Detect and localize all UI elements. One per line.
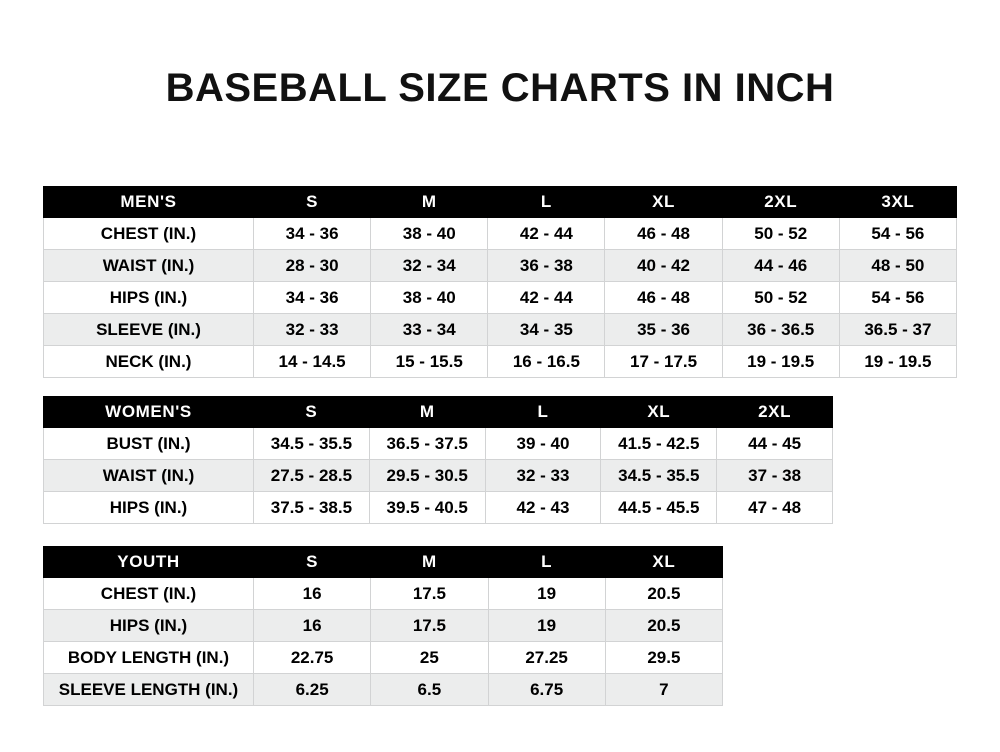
table-cell: 34.5 - 35.5 xyxy=(601,460,717,492)
table-cell: 34 - 35 xyxy=(488,314,605,346)
row-label: NECK (IN.) xyxy=(44,346,254,378)
table-cell: 36 - 38 xyxy=(488,250,605,282)
column-header: M xyxy=(371,187,488,218)
table-cell: 35 - 36 xyxy=(605,314,722,346)
column-header: XL xyxy=(605,547,722,578)
table-cell: 17.5 xyxy=(371,610,488,642)
table-cell: 6.75 xyxy=(488,674,605,706)
table-cell: 29.5 - 30.5 xyxy=(369,460,485,492)
table-cell: 28 - 30 xyxy=(254,250,371,282)
table-row xyxy=(44,428,833,460)
row-label: WAIST (IN.) xyxy=(44,250,254,282)
column-header: L xyxy=(488,187,605,218)
table-cell: 33 - 34 xyxy=(371,314,488,346)
table-cell: 36.5 - 37.5 xyxy=(369,428,485,460)
row-label: SLEEVE (IN.) xyxy=(44,314,254,346)
column-header: M xyxy=(369,397,485,428)
table-cell: 20.5 xyxy=(605,610,722,642)
table-row xyxy=(44,460,833,492)
table-row xyxy=(44,250,957,282)
table-cell: 6.25 xyxy=(254,674,371,706)
table-cell: 54 - 56 xyxy=(839,282,956,314)
row-label: CHEST (IN.) xyxy=(44,218,254,250)
table-row xyxy=(44,492,833,524)
table-cell: 7 xyxy=(605,674,722,706)
table-cell: 32 - 34 xyxy=(371,250,488,282)
table-cell: 19 - 19.5 xyxy=(722,346,839,378)
table-cell: 44 - 46 xyxy=(722,250,839,282)
column-header: MEN'S xyxy=(44,187,254,218)
table-cell: 27.25 xyxy=(488,642,605,674)
row-label: SLEEVE LENGTH (IN.) xyxy=(44,674,254,706)
table-row xyxy=(44,218,957,250)
table-cell: 6.5 xyxy=(371,674,488,706)
table-cell: 15 - 15.5 xyxy=(371,346,488,378)
column-header: XL xyxy=(601,397,717,428)
table-cell: 46 - 48 xyxy=(605,218,722,250)
table-cell: 50 - 52 xyxy=(722,282,839,314)
table-cell: 44.5 - 45.5 xyxy=(601,492,717,524)
column-header: 3XL xyxy=(839,187,956,218)
table-cell: 54 - 56 xyxy=(839,218,956,250)
table-row xyxy=(44,578,723,610)
table-cell: 14 - 14.5 xyxy=(254,346,371,378)
table-cell: 19 xyxy=(488,610,605,642)
table-row xyxy=(44,610,723,642)
table-cell: 16 xyxy=(254,610,371,642)
table-cell: 25 xyxy=(371,642,488,674)
table-row xyxy=(44,282,957,314)
womens-size-chart xyxy=(43,396,833,524)
column-header: 2XL xyxy=(717,397,833,428)
table-header-row xyxy=(44,547,723,578)
row-label: CHEST (IN.) xyxy=(44,578,254,610)
column-header: WOMEN'S xyxy=(44,397,254,428)
table-cell: 46 - 48 xyxy=(605,282,722,314)
table-cell: 16 xyxy=(254,578,371,610)
table-cell: 38 - 40 xyxy=(371,282,488,314)
table-cell: 19 xyxy=(488,578,605,610)
table-cell: 50 - 52 xyxy=(722,218,839,250)
table-cell: 36 - 36.5 xyxy=(722,314,839,346)
table-cell: 37.5 - 38.5 xyxy=(254,492,370,524)
table-header-row xyxy=(44,187,957,218)
column-header: M xyxy=(371,547,488,578)
column-header: S xyxy=(254,547,371,578)
row-label: HIPS (IN.) xyxy=(44,282,254,314)
table-cell: 29.5 xyxy=(605,642,722,674)
table-row xyxy=(44,674,723,706)
column-header: S xyxy=(254,397,370,428)
table-cell: 39.5 - 40.5 xyxy=(369,492,485,524)
table-cell: 41.5 - 42.5 xyxy=(601,428,717,460)
youth-size-chart xyxy=(43,546,723,706)
column-header: 2XL xyxy=(722,187,839,218)
page-title: BASEBALL SIZE CHARTS IN INCH xyxy=(165,66,835,110)
table-cell: 17.5 xyxy=(371,578,488,610)
column-header: S xyxy=(254,187,371,218)
table-cell: 27.5 - 28.5 xyxy=(254,460,370,492)
table-cell: 34.5 - 35.5 xyxy=(254,428,370,460)
table-cell: 32 - 33 xyxy=(254,314,371,346)
table-cell: 39 - 40 xyxy=(485,428,601,460)
table-cell: 44 - 45 xyxy=(717,428,833,460)
table-cell: 36.5 - 37 xyxy=(839,314,956,346)
row-label: BODY LENGTH (IN.) xyxy=(44,642,254,674)
table-cell: 17 - 17.5 xyxy=(605,346,722,378)
row-label: BUST (IN.) xyxy=(44,428,254,460)
column-header: YOUTH xyxy=(44,547,254,578)
table-cell: 16 - 16.5 xyxy=(488,346,605,378)
table-cell: 34 - 36 xyxy=(254,282,371,314)
table-cell: 47 - 48 xyxy=(717,492,833,524)
table-header-row xyxy=(44,397,833,428)
table-cell: 38 - 40 xyxy=(371,218,488,250)
mens-size-chart xyxy=(43,186,957,378)
table-cell: 19 - 19.5 xyxy=(839,346,956,378)
table-row xyxy=(44,642,723,674)
column-header: L xyxy=(488,547,605,578)
table-cell: 42 - 44 xyxy=(488,218,605,250)
column-header: L xyxy=(485,397,601,428)
table-cell: 20.5 xyxy=(605,578,722,610)
row-label: WAIST (IN.) xyxy=(44,460,254,492)
table-row xyxy=(44,346,957,378)
table-cell: 22.75 xyxy=(254,642,371,674)
table-cell: 37 - 38 xyxy=(717,460,833,492)
table-cell: 34 - 36 xyxy=(254,218,371,250)
table-cell: 42 - 43 xyxy=(485,492,601,524)
table-cell: 32 - 33 xyxy=(485,460,601,492)
row-label: HIPS (IN.) xyxy=(44,492,254,524)
table-cell: 40 - 42 xyxy=(605,250,722,282)
table-cell: 42 - 44 xyxy=(488,282,605,314)
table-row xyxy=(44,314,957,346)
row-label: HIPS (IN.) xyxy=(44,610,254,642)
column-header: XL xyxy=(605,187,722,218)
table-cell: 48 - 50 xyxy=(839,250,956,282)
